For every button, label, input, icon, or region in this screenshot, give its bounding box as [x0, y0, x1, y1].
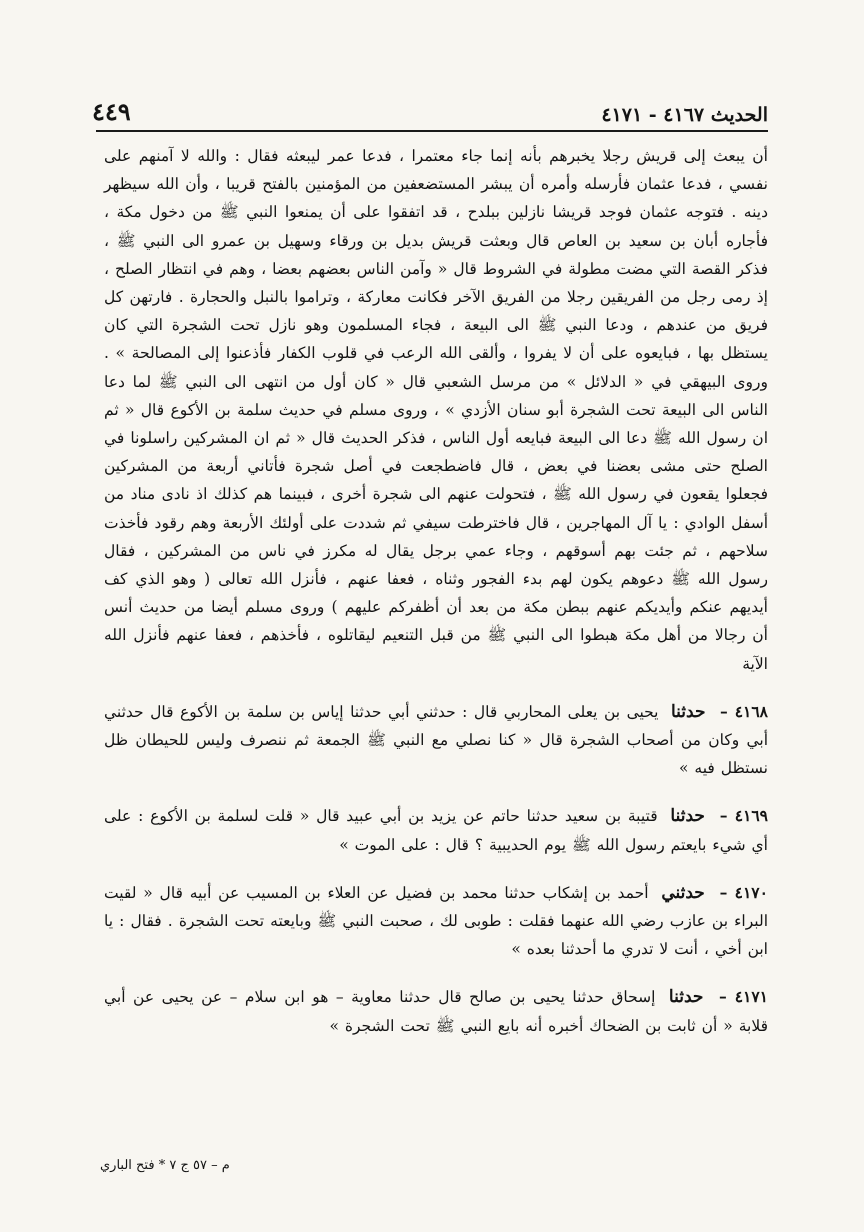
hadith-number: ٤١٧١ – [718, 987, 768, 1007]
hadith-opener: حدثنا [668, 987, 704, 1008]
hadith-text: قتيبة بن سعيد حدثنا حاتم عن يزيد بن أبي عبيد قال « قلت لسلمة بن الأكوع : على أي شيء بايعتم رسول الله ﷺ يوم الحديبية ؟ قال : على الموت » [104, 807, 768, 854]
running-title: الحديث ٤١٦٧ - ٤١٧١ [601, 104, 768, 126]
hadith-4170 [104, 879, 768, 964]
hadith-4168 [104, 698, 768, 783]
hadith-number: ٤١٦٨ – [719, 701, 768, 721]
hadith-number: ٤١٧٠ – [719, 882, 768, 902]
page-number: ٤٤٩ [92, 97, 131, 126]
hadith-4169 [104, 802, 768, 858]
hadith-text: إسحاق حدثنا يحيى بن صالح قال حدثنا معاوية – هو ابن سلام – عن يحيى عن أبي قلابة « أن ثابت بن الضحاك أخبره أنه بايع النبي ﷺ تحت الشجرة » [104, 988, 768, 1035]
header-rule [96, 130, 768, 132]
page-content [104, 142, 768, 1060]
hadith-opener: حدثنا [670, 806, 705, 827]
hadith-text: يحيى بن يعلى المحاربي قال : حدثني أبي حدثنا إياس بن سلمة بن الأكوع قال حدثني أبي وكان من أصحاب الشجرة قال « كنا نصلي مع النبي ﷺ الجمعة ثم ننصرف وليس للحيطان ظل نستظل فيه » [104, 702, 768, 778]
hadith-opener: حدثني [661, 882, 705, 903]
hadith-number: ٤١٦٩ – [719, 806, 769, 826]
hadith-text: أحمد بن إشكاب حدثنا محمد بن فضيل عن العلاء بن المسيب عن أبيه قال « لقيت البراء بن عازب رضي الله عنهما فقلت : طوبى لك ، صحبت النبي ﷺ وبايعته تحت الشجرة . فقال : يا ابن أخي ، أنت لا تدري ما أحدثنا بعده » [104, 883, 768, 959]
hadith-4171 [104, 983, 768, 1039]
hadith-opener: حدثنا [670, 701, 706, 722]
commentary-paragraph: أن يبعث إلى قريش رجلا يخبرهم بأنه إنما جاء معتمرا ، فدعا عمر ليبعثه فقال : والله لا آمنهم على نفسي ، فدعا عثمان فأرسله وأمره أن يبشر المستضعفين من المؤمنين بالفتح قريبا ، وأن الله سيظهر دينه . فتوجه عثمان فوجد قريشا نازلين ببلدح ، قد اتفقوا على أن يمنعوا النبي ﷺ من دخول مكة ، فأجاره أبان بن سعيد بن العاص قال وبعثت قريش بديل بن ورقاء وسهيل بن عمرو الى النبي ﷺ ، فذكر القصة التي مضت مطولة في الشروط قال « وآمن الناس بعضهم بعضا ، وهم في انتظار الصلح ، إذ رمى رجل من الفريقين رجلا من الفريق الآخر فكانت معاركة ، وتراموا بالنبل والحجارة . فارتهن كل فريق من عندهم ، ودعا النبي ﷺ الى البيعة ، فجاء المسلمون وهو نازل تحت الشجرة التي كان يستظل بها ، فبايعوه على أن لا يفروا ، وألقى الله الرعب في قلوب الكفار فأذعنوا إلى المصالحة » . وروى البيهقي في « الدلائل » من مرسل الشعبي قال « كان أول من انتهى الى النبي ﷺ لما دعا الناس الى البيعة تحت الشجرة أبو سنان الأزدي » ، وروى مسلم في حديث سلمة بن الأكوع قال « ثم ان رسول الله ﷺ دعا الى البيعة فبايعه أول الناس ، فذكر الحديث قال « ثم ان المشركين راسلونا في الصلح حتى مشى بعضنا في بعض ، قال فاضطجعت في أصل شجرة فأتاني أربعة من المشركين فجعلوا يقعون في رسول الله ﷺ ، فتحولت عنهم الى شجرة أخرى ، فبينما هم كذلك اذ نادى مناد من أسفل الوادي : يا آل المهاجرين ، قال فاخترطت سيفي ثم شددت على أولئك الأربعة وهم رقود فأخذت سلاحهم ، ثم جئت بهم أسوقهم ، وجاء عمي برجل يقال له مكرز في ناس من المشركين ، فقال رسول الله ﷺ دعوهم يكون لهم بدء الفجور وثناه ، فعفا عنهم ، فأنزل الله تعالى ( وهو الذي كف أيديهم عنكم وأيديكم عنهم ببطن مكة من بعد أن أظفركم عليهم ) وروى مسلم أيضا من حديث أنس أن رجالا من أهل مكة هبطوا الى النبي ﷺ من قبل التنعيم ليقاتلوه ، فأخذهم ، فعفا عنهم فأنزل الله الآية [104, 147, 768, 673]
page-header [92, 90, 768, 126]
page-footer-signature: م – ٥٧ ج ٧ * فتح الباري [100, 1158, 230, 1173]
